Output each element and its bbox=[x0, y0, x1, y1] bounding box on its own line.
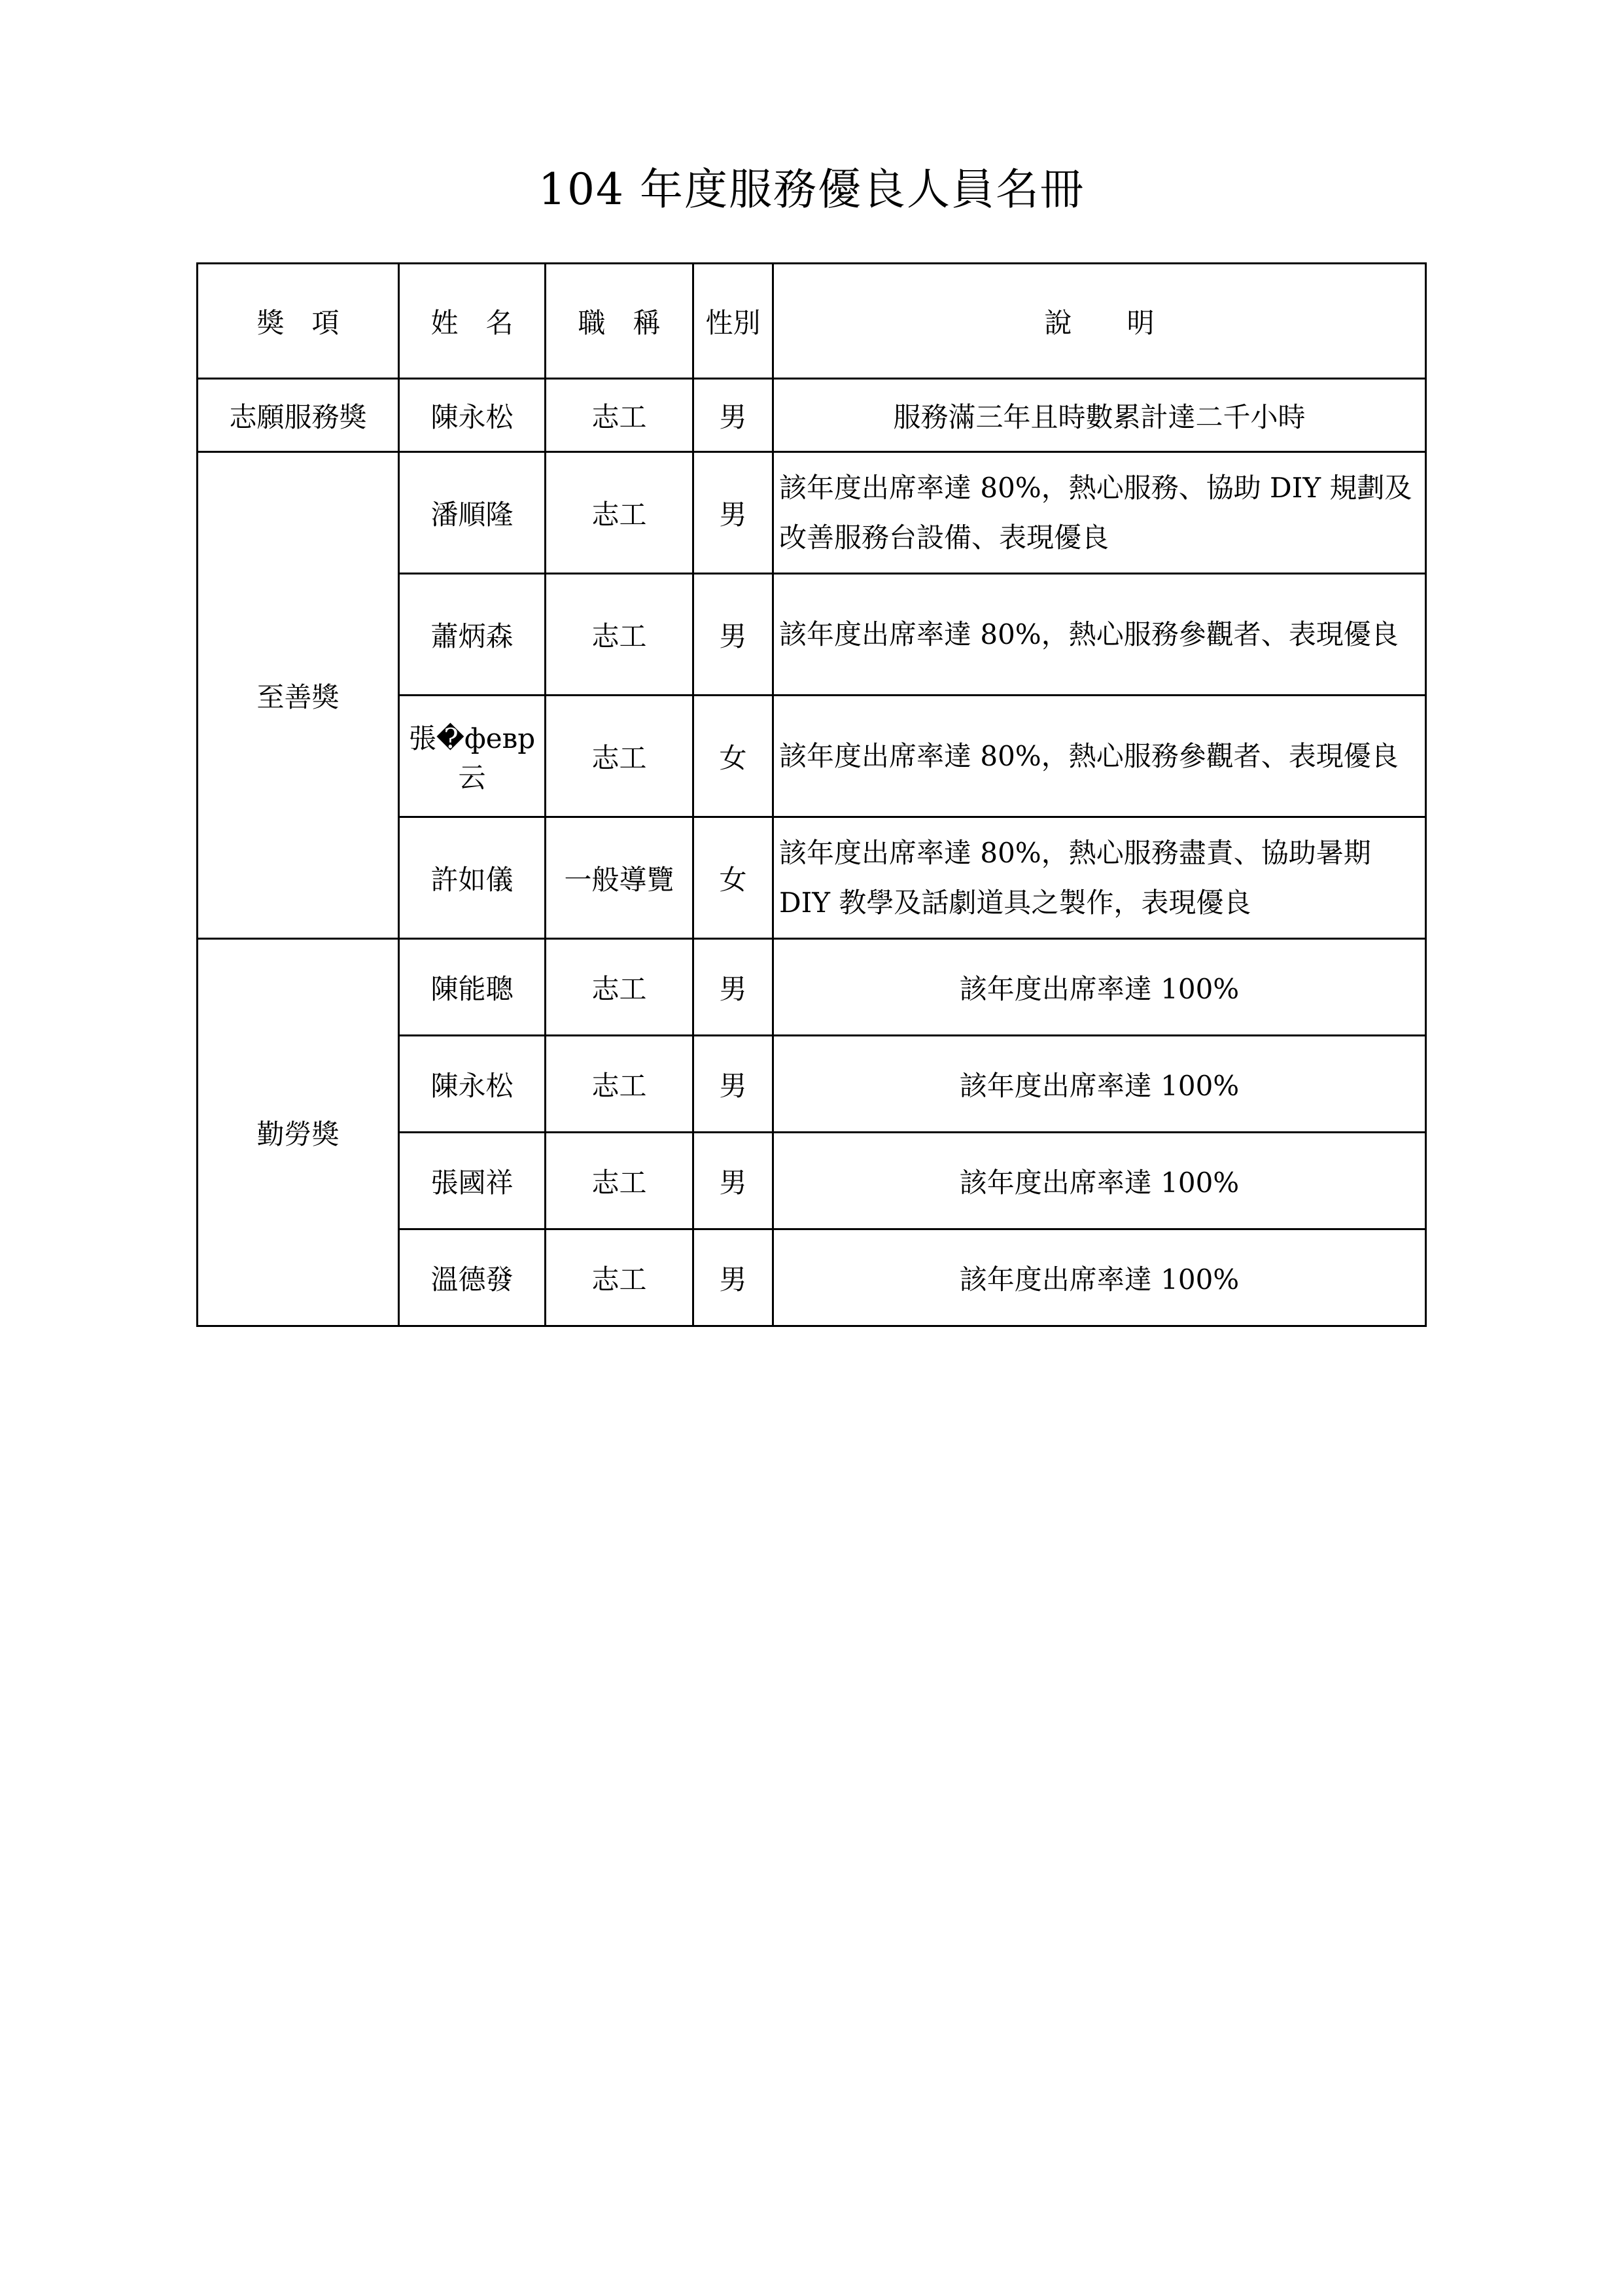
description-cell: 該年度出席率達 100% bbox=[773, 939, 1426, 1036]
description-cell: 該年度出席率達 80%，熱心服務、協助 DIY 規劃及改善服務台設備、表現優良 bbox=[773, 452, 1426, 574]
award-cell: 志願服務獎 bbox=[198, 379, 399, 452]
gender-cell: 女 bbox=[693, 817, 773, 939]
title-cell: 志工 bbox=[546, 1229, 693, 1326]
table-header-row bbox=[198, 264, 1426, 379]
header-award: 獎 項 bbox=[198, 264, 399, 379]
description-cell: 該年度出席率達 80%，熱心服務盡責、協助暑期 DIY 教學及話劇道具之製作，表現優良 bbox=[773, 817, 1426, 939]
description-cell: 服務滿三年且時數累計達二千小時 bbox=[773, 379, 1426, 452]
award-cell: 至善獎 bbox=[198, 452, 399, 939]
name-cell: 張國祥 bbox=[399, 1133, 546, 1229]
description-cell: 該年度出席率達 100% bbox=[773, 1036, 1426, 1133]
header-name: 姓 名 bbox=[399, 264, 546, 379]
name-cell: 張�февр云 bbox=[399, 696, 546, 817]
name-cell: 溫德發 bbox=[399, 1229, 546, 1326]
gender-cell: 男 bbox=[693, 939, 773, 1036]
description-cell: 該年度出席率達 80%，熱心服務參觀者、表現優良 bbox=[773, 574, 1426, 696]
title-cell: 一般導覽 bbox=[546, 817, 693, 939]
title-cell: 志工 bbox=[546, 379, 693, 452]
header-gender: 性別 bbox=[693, 264, 773, 379]
gender-cell: 女 bbox=[693, 696, 773, 817]
gender-cell: 男 bbox=[693, 452, 773, 574]
title-cell: 志工 bbox=[546, 1036, 693, 1133]
document-title: 104 年度服務優良人員名冊 bbox=[538, 164, 1085, 215]
name-cell: 許如儀 bbox=[399, 817, 546, 939]
table-row bbox=[198, 379, 1426, 452]
name-cell: 陳永松 bbox=[399, 1036, 546, 1133]
award-cell: 勤勞獎 bbox=[198, 939, 399, 1326]
description-cell: 該年度出席率達 80%，熱心服務參觀者、表現優良 bbox=[773, 696, 1426, 817]
header-description: 說 明 bbox=[773, 264, 1426, 379]
title-cell: 志工 bbox=[546, 1133, 693, 1229]
gender-cell: 男 bbox=[693, 379, 773, 452]
name-cell: 陳能聰 bbox=[399, 939, 546, 1036]
title-cell: 志工 bbox=[546, 696, 693, 817]
gender-cell: 男 bbox=[693, 1036, 773, 1133]
name-cell: 潘順隆 bbox=[399, 452, 546, 574]
gender-cell: 男 bbox=[693, 574, 773, 696]
title-cell: 志工 bbox=[546, 939, 693, 1036]
description-cell: 該年度出席率達 100% bbox=[773, 1133, 1426, 1229]
title-cell: 志工 bbox=[546, 452, 693, 574]
table-row bbox=[198, 452, 1426, 574]
header-title: 職 稱 bbox=[546, 264, 693, 379]
name-cell: 陳永松 bbox=[399, 379, 546, 452]
description-cell: 該年度出席率達 100% bbox=[773, 1229, 1426, 1326]
honor-roll-table bbox=[196, 262, 1427, 1327]
title-cell: 志工 bbox=[546, 574, 693, 696]
table-row bbox=[198, 939, 1426, 1036]
name-cell: 蕭炳森 bbox=[399, 574, 546, 696]
gender-cell: 男 bbox=[693, 1229, 773, 1326]
gender-cell: 男 bbox=[693, 1133, 773, 1229]
